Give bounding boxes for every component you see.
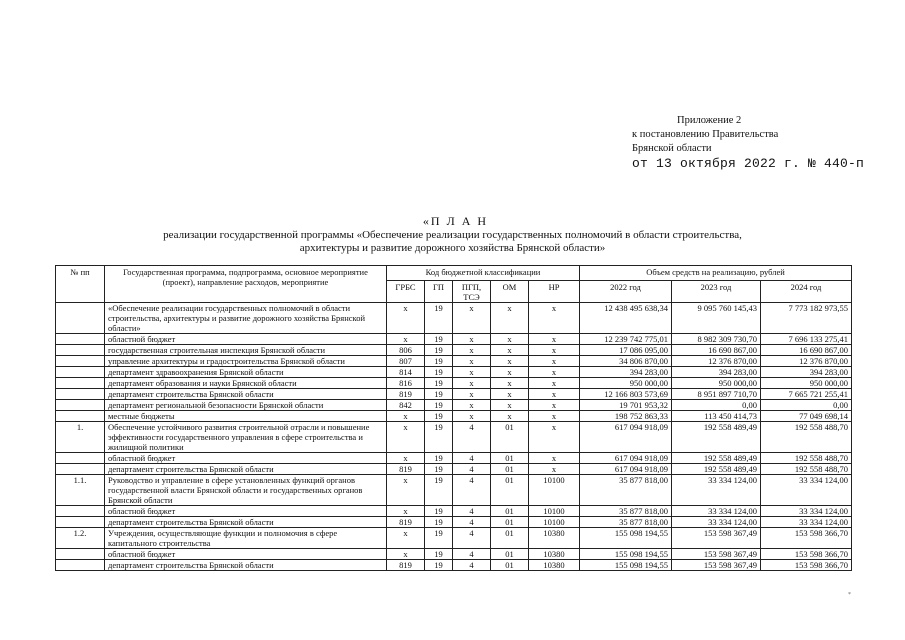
cell-v2022: 35 877 818,00 <box>580 475 672 506</box>
cell-name: департамент строительства Брянской области <box>105 517 387 528</box>
cell-ppgp: х <box>453 378 491 389</box>
cell-v2022: 12 438 495 638,34 <box>580 303 672 334</box>
cell-grbs: х <box>387 453 425 464</box>
cell-ppgp: х <box>453 389 491 400</box>
cell-v2024: 950 000,00 <box>761 378 852 389</box>
table-row <box>56 549 852 560</box>
cell-np: 10380 <box>529 549 580 560</box>
cell-v2022: 617 094 918,09 <box>580 464 672 475</box>
cell-grbs: х <box>387 506 425 517</box>
cell-v2024: 7 696 133 275,41 <box>761 334 852 345</box>
header-grbs: ГРБС <box>387 281 425 303</box>
cell-name: Руководство и управление в сфере установленных функций органов государственной власти Брянской области и государственных органов Брянской области <box>105 475 387 506</box>
cell-v2022: 617 094 918,09 <box>580 453 672 464</box>
cell-gp: 19 <box>425 334 453 345</box>
cell-v2024: 12 376 870,00 <box>761 356 852 367</box>
cell-np: х <box>529 303 580 334</box>
cell-om: х <box>491 367 529 378</box>
cell-om: 01 <box>491 560 529 571</box>
cell-v2022: 155 098 194,55 <box>580 528 672 549</box>
cell-grbs: х <box>387 303 425 334</box>
cell-num <box>56 411 105 422</box>
cell-gp: 19 <box>425 475 453 506</box>
cell-ppgp: х <box>453 334 491 345</box>
cell-ppgp: 4 <box>453 422 491 453</box>
header-gp: ГП <box>425 281 453 303</box>
cell-ppgp: 4 <box>453 464 491 475</box>
cell-v2023: 8 951 897 710,70 <box>672 389 761 400</box>
appendix-title: Приложение 2 <box>677 115 742 126</box>
cell-num <box>56 464 105 475</box>
title-plan: «П Л А Н <box>422 214 489 228</box>
cell-v2023: 192 558 489,49 <box>672 464 761 475</box>
header-ppgp: ПГП, ТСЭ <box>453 281 491 303</box>
cell-name: департамент строительства Брянской области <box>105 389 387 400</box>
cell-np: х <box>529 400 580 411</box>
cell-v2024: 7 665 721 255,41 <box>761 389 852 400</box>
cell-v2024: 33 334 124,00 <box>761 506 852 517</box>
cell-name: Учреждения, осуществляющие функции и полномочия в сфере капитального строительства <box>105 528 387 549</box>
cell-num <box>56 400 105 411</box>
cell-num <box>56 549 105 560</box>
cell-name: департамент образования и науки Брянской области <box>105 378 387 389</box>
cell-om: х <box>491 356 529 367</box>
cell-v2024: 77 049 698,14 <box>761 411 852 422</box>
table-row <box>56 422 852 453</box>
cell-v2023: 0,00 <box>672 400 761 411</box>
title-subtitle-cont: архитектуры и развитие дорожного хозяйства Брянской области» <box>299 242 606 254</box>
cell-v2022: 19 701 953,32 <box>580 400 672 411</box>
cell-v2023: 33 334 124,00 <box>672 517 761 528</box>
cell-gp: 19 <box>425 506 453 517</box>
cell-num <box>56 517 105 528</box>
table-row <box>56 528 852 549</box>
cell-np: х <box>529 356 580 367</box>
header-2024: 2024 год <box>761 281 852 303</box>
header-num: № пп <box>56 266 105 303</box>
cell-om: х <box>491 345 529 356</box>
cell-np: х <box>529 378 580 389</box>
cell-grbs: х <box>387 334 425 345</box>
cell-grbs: 816 <box>387 378 425 389</box>
cell-name: областной бюджет <box>105 453 387 464</box>
cell-num <box>56 389 105 400</box>
cell-om: х <box>491 334 529 345</box>
cell-gp: 19 <box>425 549 453 560</box>
table-row <box>56 517 852 528</box>
cell-np: х <box>529 411 580 422</box>
header-np: НР <box>529 281 580 303</box>
cell-name: управление архитектуры и градостроительства Брянской области <box>105 356 387 367</box>
header-2023: 2023 год <box>672 281 761 303</box>
cell-gp: 19 <box>425 367 453 378</box>
cell-grbs: 819 <box>387 517 425 528</box>
cell-v2022: 12 239 742 775,01 <box>580 334 672 345</box>
cell-gp: 19 <box>425 422 453 453</box>
cell-v2023: 8 982 309 730,70 <box>672 334 761 345</box>
cell-grbs: 819 <box>387 560 425 571</box>
table-row <box>56 378 852 389</box>
cell-gp: 19 <box>425 356 453 367</box>
cell-v2024: 7 773 182 973,55 <box>761 303 852 334</box>
cell-ppgp: х <box>453 400 491 411</box>
cell-name: «Обеспечение реализации государственных полномочий в области строительства, архитектуры и развитие дорожного хозяйства Брянской области» <box>105 303 387 334</box>
cell-v2024: 192 558 488,70 <box>761 422 852 453</box>
cell-ppgp: х <box>453 411 491 422</box>
cell-np: 10380 <box>529 560 580 571</box>
cell-v2024: 153 598 366,70 <box>761 560 852 571</box>
cell-name: департамент здравоохранения Брянской области <box>105 367 387 378</box>
cell-ppgp: 4 <box>453 560 491 571</box>
cell-num <box>56 560 105 571</box>
cell-v2023: 394 283,00 <box>672 367 761 378</box>
cell-grbs: х <box>387 549 425 560</box>
cell-v2022: 35 877 818,00 <box>580 506 672 517</box>
cell-np: х <box>529 422 580 453</box>
cell-num <box>56 378 105 389</box>
cell-ppgp: х <box>453 356 491 367</box>
table-row <box>56 400 852 411</box>
cell-om: 01 <box>491 506 529 517</box>
cell-v2022: 12 166 803 573,69 <box>580 389 672 400</box>
cell-ppgp: х <box>453 303 491 334</box>
cell-v2023: 33 334 124,00 <box>672 506 761 517</box>
appendix-resolution: к постановлению Правительства <box>632 129 779 140</box>
cell-gp: 19 <box>425 378 453 389</box>
cell-v2024: 192 558 488,70 <box>761 464 852 475</box>
cell-ppgp: 4 <box>453 475 491 506</box>
cell-name: местные бюджеты <box>105 411 387 422</box>
cell-gp: 19 <box>425 303 453 334</box>
plan-table-body <box>56 303 852 571</box>
table-row <box>56 560 852 571</box>
table-row <box>56 334 852 345</box>
cell-num <box>56 303 105 334</box>
header-2022: 2022 год <box>580 281 672 303</box>
cell-name: департамент региональной безопасности Брянской области <box>105 400 387 411</box>
cell-v2022: 155 098 194,55 <box>580 560 672 571</box>
cell-num <box>56 345 105 356</box>
table-row <box>56 389 852 400</box>
cell-gp: 19 <box>425 411 453 422</box>
cell-ppgp: х <box>453 345 491 356</box>
cell-om: 01 <box>491 549 529 560</box>
cell-ppgp: 4 <box>453 453 491 464</box>
cell-gp: 19 <box>425 400 453 411</box>
cell-name: департамент строительства Брянской области <box>105 464 387 475</box>
cell-om: 01 <box>491 422 529 453</box>
cell-name: областной бюджет <box>105 506 387 517</box>
cell-v2022: 617 094 918,09 <box>580 422 672 453</box>
cell-gp: 19 <box>425 345 453 356</box>
title-subtitle: реализации государственной программы «Обеспечение реализации государственных полномочий в области строительства, <box>163 229 742 241</box>
table-row <box>56 411 852 422</box>
cell-v2023: 9 095 760 145,43 <box>672 303 761 334</box>
cell-grbs: х <box>387 422 425 453</box>
cell-name: областной бюджет <box>105 334 387 345</box>
cell-np: 10100 <box>529 475 580 506</box>
cell-v2023: 153 598 367,49 <box>672 560 761 571</box>
cell-gp: 19 <box>425 389 453 400</box>
header-volume-group: Объем средств на реализацию, рублей <box>580 266 852 281</box>
cell-num: 1.1. <box>56 475 105 506</box>
cell-v2024: 33 334 124,00 <box>761 475 852 506</box>
cell-num: 1.2. <box>56 528 105 549</box>
cell-gp: 19 <box>425 560 453 571</box>
cell-v2024: 153 598 366,70 <box>761 528 852 549</box>
cell-ppgp: 4 <box>453 517 491 528</box>
table-row <box>56 475 852 506</box>
cell-name: государственная строительная инспекция Брянской области <box>105 345 387 356</box>
cell-v2024: 0,00 <box>761 400 852 411</box>
cell-ppgp: х <box>453 367 491 378</box>
cell-v2023: 950 000,00 <box>672 378 761 389</box>
cell-np: х <box>529 367 580 378</box>
cell-v2024: 192 558 488,70 <box>761 453 852 464</box>
cell-num <box>56 367 105 378</box>
document-title <box>0 214 905 255</box>
header-name: Государственная программа, подпрограмма, основное мероприятие (проект), направление расходов, мероприятие <box>105 266 387 303</box>
cell-grbs: х <box>387 528 425 549</box>
cell-ppgp: 4 <box>453 506 491 517</box>
cell-np: х <box>529 389 580 400</box>
appendix-date-number: от 13 октября 2022 г. № 440-п <box>632 156 865 171</box>
cell-grbs: 807 <box>387 356 425 367</box>
scan-mark: * <box>848 592 851 598</box>
cell-om: 01 <box>491 453 529 464</box>
cell-v2024: 33 334 124,00 <box>761 517 852 528</box>
cell-grbs: х <box>387 475 425 506</box>
cell-grbs: 842 <box>387 400 425 411</box>
cell-v2023: 153 598 367,49 <box>672 528 761 549</box>
cell-name: Обеспечение устойчивого развития строительной отрасли и повышение эффективности государственного управления в сфере строительства и жилищной политики <box>105 422 387 453</box>
cell-num <box>56 453 105 464</box>
table-row <box>56 464 852 475</box>
cell-num <box>56 356 105 367</box>
cell-gp: 19 <box>425 517 453 528</box>
cell-v2022: 17 086 095,00 <box>580 345 672 356</box>
table-row <box>56 453 852 464</box>
cell-om: х <box>491 411 529 422</box>
cell-v2022: 198 752 863,33 <box>580 411 672 422</box>
cell-v2024: 153 598 366,70 <box>761 549 852 560</box>
cell-v2024: 16 690 867,00 <box>761 345 852 356</box>
cell-gp: 19 <box>425 464 453 475</box>
cell-v2022: 155 098 194,55 <box>580 549 672 560</box>
cell-v2023: 33 334 124,00 <box>672 475 761 506</box>
cell-v2022: 394 283,00 <box>580 367 672 378</box>
cell-v2023: 192 558 489,49 <box>672 453 761 464</box>
cell-om: 01 <box>491 464 529 475</box>
cell-v2024: 394 283,00 <box>761 367 852 378</box>
cell-np: 10100 <box>529 517 580 528</box>
cell-grbs: 819 <box>387 464 425 475</box>
cell-v2023: 12 376 870,00 <box>672 356 761 367</box>
appendix-region: Брянской области <box>632 143 712 154</box>
cell-v2023: 113 450 414,73 <box>672 411 761 422</box>
cell-v2023: 153 598 367,49 <box>672 549 761 560</box>
cell-grbs: 814 <box>387 367 425 378</box>
cell-num <box>56 334 105 345</box>
table-row <box>56 356 852 367</box>
cell-om: х <box>491 400 529 411</box>
cell-gp: 19 <box>425 453 453 464</box>
table-row <box>56 345 852 356</box>
cell-name: областной бюджет <box>105 549 387 560</box>
cell-ppgp: 4 <box>453 528 491 549</box>
cell-num <box>56 506 105 517</box>
cell-om: 01 <box>491 475 529 506</box>
cell-v2022: 34 806 870,00 <box>580 356 672 367</box>
cell-np: 10380 <box>529 528 580 549</box>
cell-grbs: х <box>387 411 425 422</box>
plan-table <box>55 265 852 571</box>
table-row <box>56 303 852 334</box>
cell-v2022: 35 877 818,00 <box>580 517 672 528</box>
cell-np: х <box>529 334 580 345</box>
cell-np: 10100 <box>529 506 580 517</box>
header-code-group: Код бюджетной классификации <box>387 266 580 281</box>
cell-grbs: 806 <box>387 345 425 356</box>
cell-ppgp: 4 <box>453 549 491 560</box>
cell-gp: 19 <box>425 528 453 549</box>
table-row <box>56 506 852 517</box>
cell-om: х <box>491 389 529 400</box>
table-row <box>56 367 852 378</box>
cell-np: х <box>529 345 580 356</box>
cell-om: х <box>491 378 529 389</box>
cell-num: 1. <box>56 422 105 453</box>
cell-om: 01 <box>491 517 529 528</box>
cell-v2022: 950 000,00 <box>580 378 672 389</box>
cell-np: х <box>529 453 580 464</box>
cell-om: х <box>491 303 529 334</box>
appendix-block <box>632 114 864 171</box>
header-om: ОМ <box>491 281 529 303</box>
cell-v2023: 16 690 867,00 <box>672 345 761 356</box>
cell-v2023: 192 558 489,49 <box>672 422 761 453</box>
cell-np: х <box>529 464 580 475</box>
cell-name: департамент строительства Брянской области <box>105 560 387 571</box>
cell-grbs: 819 <box>387 389 425 400</box>
cell-om: 01 <box>491 528 529 549</box>
